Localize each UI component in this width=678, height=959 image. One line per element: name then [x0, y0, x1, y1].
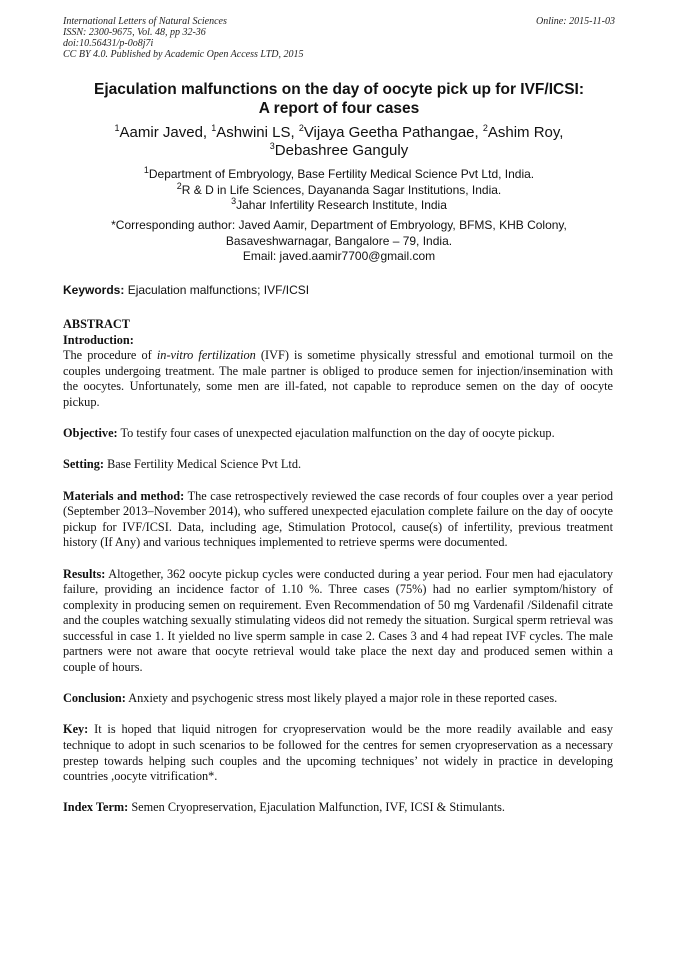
results-text: Altogether, 362 oocyte pickup cycles were conducted during a year period. Four men had ejaculatory failure, providing an incidence factor of 1.10 %. Three cases (75%) had no earlier symptom/history of complexity in producing semen on requirement. Even Recommendation of 50 mg Vardenafil /Sildenafil citrate and the couples watching sexually stimulating videos did not remedy the situation. Surgical sperm retrieval was successful in case 1. It yielded no live sperm sample in case 2. Cases 3 and 4 had repeat IVF cycles. The male partners were not aware that oocyte retrieval would take place the next day and produced semen within a couple of hours.	[63, 566, 613, 675]
author-name: Ashwini LS,	[216, 124, 299, 141]
affiliation-2	[40, 180, 638, 199]
setting-text: Base Fertility Medical Science Pvt Ltd.	[104, 457, 302, 472]
author-name: Aamir Javed,	[119, 124, 212, 141]
issn-line: ISSN: 2300-9675, Vol. 48, pp 32-36	[63, 27, 206, 38]
abstract-heading: ABSTRACT	[63, 317, 130, 331]
corresponding-line-1: *Corresponding author: Javed Aamir, Department of Embryology, BFMS, KHB Colony,	[111, 218, 567, 232]
results-label: Results:	[63, 566, 106, 581]
objective-paragraph	[63, 426, 613, 442]
setting-paragraph	[63, 457, 613, 473]
online-date: Online: 2015-11-03	[536, 16, 615, 27]
abstract	[63, 317, 613, 832]
affiliation-sup: 3	[231, 196, 237, 206]
author-sup: 2	[298, 123, 304, 133]
affiliation-sup: 2	[176, 180, 182, 191]
corresponding-author	[40, 218, 638, 265]
key-text: It is hoped that liquid nitrogen for cryopreservation would be the more readily available and easy technique to adopt in such scenarios to be followed for the centres for semen cryopreservation as a necessary prestep towards helping such couples and the upcoming techniques’ not widely in practice in developing countries ,oocyte vitrification*.	[63, 722, 613, 784]
key-paragraph	[63, 722, 613, 784]
affiliation-sup: 1	[143, 165, 149, 175]
intro-italic: in-vitro fertilization	[156, 348, 256, 363]
affiliation-text: Jahar Infertility Research Institute, India	[236, 198, 447, 212]
objective-label: Objective:	[63, 426, 118, 441]
keywords	[63, 283, 309, 298]
methods-text: The case retrospectively reviewed the case records of four couples over a year period (September 2013–November 2014), who suffered unexpected ejaculation complete failure on the day of oocyte pickup for IVF/ICSI. Data, including age, Stimulation Protocol, cause(s) of infertility, previous treatment history (If Any) and various techniques implemented to retrieve sperms were documented.	[63, 488, 613, 550]
author-sup: 3	[269, 141, 275, 151]
intro-text: The procedure of	[63, 348, 157, 363]
methods-label: Materials and method:	[63, 488, 185, 503]
objective-text: To testify four cases of unexpected ejaculation malfunction on the day of oocyte pickup.	[117, 426, 555, 441]
author-sup: 1	[114, 123, 120, 133]
introduction-paragraph	[63, 348, 613, 410]
keywords-text: Ejaculation malfunctions; IVF/ICSI	[124, 283, 310, 297]
affiliations	[40, 167, 638, 214]
corresponding-email[interactable]: Email: javed.aamir7700@gmail.com	[242, 249, 436, 263]
conclusion-paragraph	[63, 691, 613, 707]
author-sup: 1	[211, 123, 217, 133]
author-sup: 2	[482, 123, 488, 133]
introduction-heading: Introduction:	[63, 332, 134, 347]
index-term-text: Semen Cryopreservation, Ejaculation Malfunction, IVF, ICSI & Stimulants.	[128, 800, 505, 815]
keywords-label: Keywords:	[63, 283, 125, 297]
intro-text: (IVF) is sometime physically stressful and emotional turmoil on the couples undergoing treatment. The male partner is obliged to produce semen for injection/insemination with the oocytes. Unfortunately, some men are ill-fated, not capable to reproduce semen on the day of oocyte pickup.	[63, 348, 613, 409]
methods-paragraph	[63, 489, 613, 551]
setting-label: Setting:	[63, 457, 104, 472]
corresponding-line-2: Basaveshwarnagar, Bangalore – 79, India.	[225, 233, 453, 248]
author-name: Debashree Ganguly	[274, 142, 409, 159]
title-line-2: A report of four cases	[258, 100, 420, 117]
affiliation-3	[40, 198, 638, 214]
author-name: Ashim Roy,	[487, 124, 564, 141]
affiliation-1	[40, 167, 638, 183]
running-header	[63, 16, 615, 60]
conclusion-label: Conclusion:	[63, 691, 126, 706]
author-name: Vijaya Geetha Pathangae,	[303, 124, 483, 141]
results-paragraph	[63, 567, 613, 676]
author-list	[40, 124, 638, 160]
title-line-1: Ejaculation malfunctions on the day of oocyte pick up for IVF/ICSI:	[93, 81, 585, 98]
index-term-paragraph	[63, 800, 613, 816]
key-label: Key:	[63, 722, 89, 737]
doi-line: doi:10.56431/p-0o8j7i	[63, 38, 154, 49]
paper-title	[40, 80, 638, 118]
index-term-label: Index Term:	[63, 800, 129, 815]
conclusion-text: Anxiety and psychogenic stress most likely played a major role in these reported cases.	[125, 691, 558, 706]
affiliation-text: R & D in Life Sciences, Dayananda Sagar Institutions, India.	[181, 182, 502, 197]
journal-name: International Letters of Natural Sciences	[63, 16, 227, 27]
affiliation-text: Department of Embryology, Base Fertility Medical Science Pvt Ltd, India.	[148, 167, 535, 181]
license-line: CC BY 4.0. Published by Academic Open Access LTD, 2015	[63, 49, 304, 60]
